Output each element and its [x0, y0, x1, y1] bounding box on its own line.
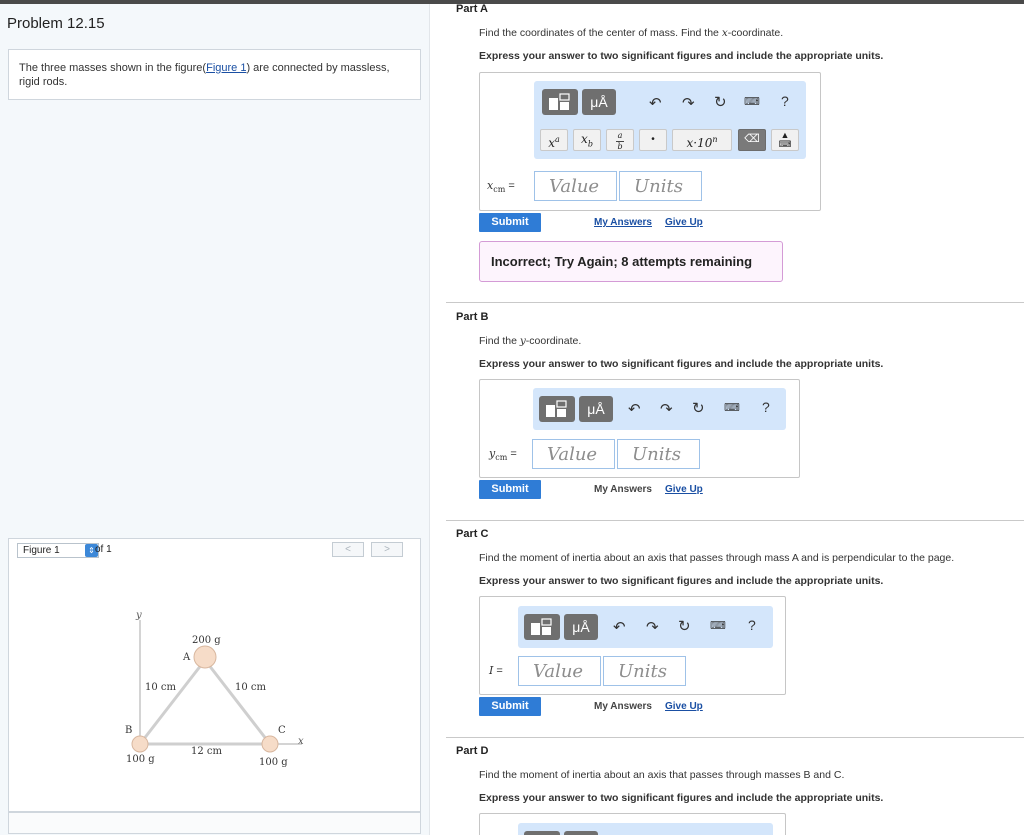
units-button[interactable]: μÅ: [579, 396, 613, 422]
keyboard-toggle-button[interactable]: [771, 129, 799, 151]
description-prefix: The three masses shown in the figure(: [19, 62, 207, 74]
part-a-field-label: [487, 179, 515, 194]
superscript-button[interactable]: [540, 129, 568, 151]
rod-ab: [140, 660, 205, 744]
part-b-question: [479, 335, 581, 347]
keyboard-icon[interactable]: ⌨: [744, 96, 760, 108]
mass-b: [132, 736, 148, 752]
part-d-instruction: Express your answer to two significant figures and include the appropriate units.: [479, 792, 884, 804]
select-arrows-icon: ⇕: [85, 544, 98, 557]
part-a-submit-button[interactable]: Submit: [479, 213, 541, 232]
part-c-units-input[interactable]: Units: [603, 656, 686, 686]
subscript-base: x: [581, 132, 588, 146]
templates-button[interactable]: [524, 831, 560, 835]
part-a-question-pre: Find the coordinates of the center of mass. Find the: [479, 27, 722, 39]
keyboard-icon[interactable]: ⌨: [724, 402, 740, 414]
part-c-submit-button[interactable]: Submit: [479, 697, 541, 716]
part-c-question: Find the moment of inertia about an axis that passes through mass A and is perpendicular to the page.: [479, 552, 955, 564]
part-a-label: Part A: [456, 3, 488, 15]
undo-icon[interactable]: ↶: [628, 401, 641, 418]
part-a-instruction: Express your answer to two significant figures and include the appropriate units.: [479, 50, 884, 62]
mass-a: [194, 646, 216, 668]
left-side-length: 10 cm: [145, 682, 176, 693]
part-a-field-var: x: [487, 179, 494, 192]
units-button[interactable]: μÅ: [582, 89, 616, 115]
part-d-question: Find the moment of inertia about an axis that passes through masses B and C.: [479, 769, 845, 781]
part-c-field-var: I: [489, 664, 494, 677]
part-b-question-post: -coordinate.: [525, 335, 582, 347]
part-b-give-up-link[interactable]: Give Up: [665, 484, 703, 495]
part-b-question-var: y: [519, 335, 526, 347]
templates-icon: [542, 89, 578, 115]
rod-ac: [205, 660, 270, 744]
part-b-instruction: Express your answer to two significant figures and include the appropriate units.: [479, 358, 884, 370]
help-button[interactable]: ?: [748, 617, 756, 633]
part-c-field-eq: =: [493, 665, 503, 677]
problem-title: Problem 12.15: [7, 15, 105, 32]
figure-select[interactable]: [17, 543, 99, 558]
chevron-left-icon: <: [345, 544, 351, 555]
mass-c-value: 100 g: [259, 757, 288, 768]
figure-select-value: Figure 1: [23, 545, 60, 556]
templates-icon: [539, 396, 575, 422]
keyboard-icon[interactable]: ⌨: [710, 620, 726, 632]
sci-exp: n: [712, 135, 718, 144]
keyboard-toggle-icon: ▲ ⌨: [778, 130, 792, 149]
mass-a-value: 200 g: [192, 635, 221, 646]
x-axis-label: x: [298, 736, 304, 747]
undo-icon[interactable]: ↶: [613, 619, 626, 636]
part-b-field-var: y: [489, 447, 496, 460]
figure-count: of 1: [95, 544, 112, 555]
part-b-submit-button[interactable]: Submit: [479, 480, 541, 499]
part-d-answer-box: [479, 813, 786, 835]
part-a-field-eq: =: [505, 180, 515, 192]
templates-button[interactable]: [524, 614, 560, 640]
redo-icon[interactable]: ↷: [682, 95, 695, 112]
part-c-value-input[interactable]: Value: [518, 656, 601, 686]
part-d-label: Part D: [456, 745, 489, 757]
superscript-base: x: [548, 136, 555, 150]
templates-button[interactable]: [539, 396, 575, 422]
part-c-field-label: [489, 664, 503, 677]
part-a-question-var: x: [721, 27, 728, 39]
fraction-denominator: b: [617, 142, 623, 151]
templates-button[interactable]: [542, 89, 578, 115]
right-side-length: 10 cm: [235, 682, 266, 693]
help-button[interactable]: ?: [762, 399, 770, 415]
part-b-field-eq: =: [507, 448, 517, 460]
figure-prev-button[interactable]: [332, 542, 364, 557]
reset-icon[interactable]: ↻: [678, 618, 691, 635]
subscript-button[interactable]: [573, 129, 601, 151]
part-c-give-up-link[interactable]: Give Up: [665, 701, 703, 712]
mass-b-value: 100 g: [126, 754, 155, 765]
description-suffix: ) are connected by massless, rigid rods.: [19, 62, 390, 88]
part-a-feedback: Incorrect; Try Again; 8 attempts remaining: [479, 241, 783, 282]
part-a-give-up-link[interactable]: Give Up: [665, 217, 703, 228]
part-a-math-toolbar: [534, 81, 806, 159]
problem-description: [8, 49, 421, 100]
figure-header: [8, 538, 421, 563]
help-button[interactable]: ?: [781, 93, 789, 109]
superscript-exp: a: [555, 135, 560, 144]
part-a-value-input[interactable]: Value: [534, 171, 617, 201]
scientific-notation-button[interactable]: [672, 129, 732, 151]
part-b-value-input[interactable]: Value: [532, 439, 615, 469]
part-c-answer-box: [479, 596, 786, 695]
backspace-button[interactable]: [738, 129, 766, 151]
part-b-question-pre: Find the: [479, 335, 520, 347]
figure-next-button[interactable]: [371, 542, 403, 557]
redo-icon[interactable]: ↷: [646, 619, 659, 636]
part-divider: [446, 737, 1024, 738]
part-a-field-sub: cm: [493, 185, 506, 195]
backspace-icon: ⌫: [744, 133, 760, 145]
fraction-button[interactable]: [606, 129, 634, 151]
part-b-label: Part B: [456, 311, 489, 323]
dot-button[interactable]: •: [639, 129, 667, 151]
part-b-field-sub: cm: [495, 453, 508, 463]
part-a-my-answers-link[interactable]: My Answers: [594, 217, 652, 228]
sci-base: x·10: [686, 136, 713, 150]
problem-panel: [0, 4, 430, 835]
part-b-units-input[interactable]: Units: [617, 439, 700, 469]
part-divider: [446, 302, 1024, 303]
chevron-right-icon: >: [384, 544, 390, 555]
fraction-numerator: a: [617, 131, 623, 140]
part-b-my-answers-link[interactable]: My Answers: [594, 484, 652, 495]
units-button[interactable]: μÅ: [564, 614, 598, 640]
y-axis-label: y: [136, 610, 142, 621]
units-button[interactable]: [564, 831, 598, 835]
figure-link[interactable]: Figure 1: [206, 62, 247, 74]
redo-icon[interactable]: ↷: [660, 401, 673, 418]
figure-body: [8, 562, 421, 812]
mass-triangle-diagram: [9, 562, 422, 812]
reset-icon[interactable]: ↻: [714, 94, 727, 111]
part-b-math-toolbar: [533, 388, 786, 430]
mass-c-label: C: [278, 725, 286, 736]
mass-a-label: A: [183, 652, 191, 663]
reset-icon[interactable]: ↻: [692, 400, 705, 417]
part-a-question-post: -coordinate.: [727, 27, 784, 39]
mass-c: [262, 736, 278, 752]
figure-footer: [8, 812, 421, 834]
mass-b-label: B: [125, 725, 133, 736]
part-c-math-toolbar: [518, 606, 773, 648]
part-b-field-label: [489, 447, 517, 462]
part-c-label: Part C: [456, 528, 489, 540]
part-c-my-answers-link[interactable]: My Answers: [594, 701, 652, 712]
part-d-math-toolbar: [518, 823, 773, 835]
templates-icon: [524, 614, 560, 640]
undo-icon[interactable]: ↶: [649, 95, 662, 112]
part-c-instruction: Express your answer to two significant figures and include the appropriate units.: [479, 575, 884, 587]
part-b-answer-box: [479, 379, 800, 478]
part-divider: [446, 520, 1024, 521]
part-a-answer-box: [479, 72, 821, 211]
bottom-side-length: 12 cm: [191, 746, 222, 757]
part-a-question: [479, 27, 783, 39]
part-a-units-input[interactable]: Units: [619, 171, 702, 201]
subscript-index: b: [587, 139, 593, 149]
